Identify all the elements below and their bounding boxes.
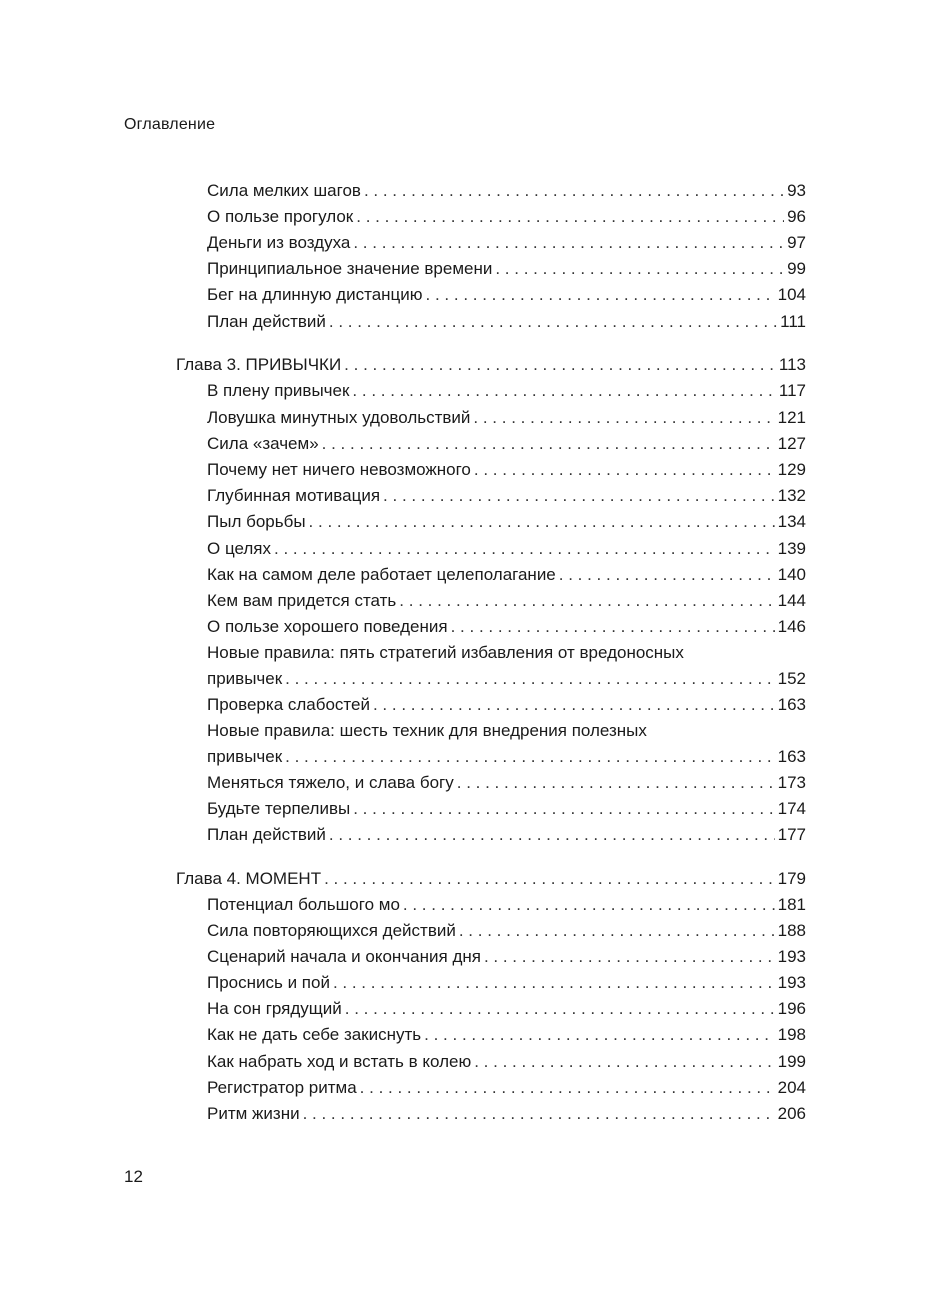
toc-entry-page: 198	[777, 1025, 806, 1044]
toc-entry-title: привычек	[207, 669, 283, 688]
toc-section-entry	[207, 256, 806, 282]
toc-entry-page: 179	[777, 869, 806, 888]
toc-entry-title: Проснись и пой	[207, 973, 330, 992]
toc-entry-line	[207, 509, 806, 535]
toc-entry-line	[207, 970, 806, 996]
toc-entry-page: 188	[777, 921, 806, 940]
toc-section-entry	[207, 640, 806, 692]
dot-leader	[353, 230, 784, 256]
toc-entry-title: Как набрать ход и встать в колею	[207, 1052, 472, 1071]
dot-leader	[353, 796, 774, 822]
toc-section-entry	[207, 614, 806, 640]
dot-leader	[285, 666, 774, 692]
toc-chapter-entry	[176, 866, 806, 892]
toc-entry-title: Почему нет ничего невозможного	[207, 460, 471, 479]
dot-leader	[403, 892, 775, 918]
toc-entry-page: 181	[777, 895, 806, 914]
toc-entry-title: Потенциал большого мо	[207, 895, 400, 914]
toc-section-entry	[207, 918, 806, 944]
toc-entry-page: 174	[777, 799, 806, 818]
toc-entry-line	[207, 562, 806, 588]
toc-entry-line	[207, 536, 806, 562]
toc-section-entry	[207, 509, 806, 535]
toc-entry-line	[207, 1101, 806, 1127]
toc-entry-title: Пыл борьбы	[207, 512, 306, 531]
dot-leader	[356, 204, 784, 230]
toc-section-entry	[207, 718, 806, 770]
toc-entry-page: 146	[777, 617, 806, 636]
toc-section-entry	[207, 944, 806, 970]
toc-entry-line	[207, 204, 806, 230]
toc-entry-line	[176, 866, 806, 892]
toc-entry-title: Регистратор ритма	[207, 1078, 357, 1097]
toc-entry-title: Бег на длинную дистанцию	[207, 285, 423, 304]
toc-entry-line	[207, 822, 806, 848]
toc-entry-page: 111	[780, 312, 806, 331]
toc-entry-line	[207, 744, 806, 770]
dot-leader	[329, 309, 777, 335]
toc-section-entry	[207, 562, 806, 588]
toc-entry-page: 163	[777, 695, 806, 714]
toc-entry-page: 93	[787, 181, 806, 200]
toc-entry-title: О пользе хорошего поведения	[207, 617, 448, 636]
toc-section-entry	[207, 378, 806, 404]
page-number: 12	[124, 1167, 143, 1186]
toc-entry-line	[207, 614, 806, 640]
toc-section-entry	[207, 431, 806, 457]
toc-entry-line	[207, 918, 806, 944]
toc-section-entry	[207, 483, 806, 509]
toc-entry-page: 140	[777, 565, 806, 584]
dot-leader	[322, 431, 775, 457]
toc-entry-line	[207, 770, 806, 796]
toc-entry-page: 132	[777, 486, 806, 505]
toc-entry-page: 121	[777, 408, 806, 427]
dot-leader	[329, 822, 775, 848]
dot-leader	[474, 457, 775, 483]
dot-leader	[333, 970, 775, 996]
toc-entry-page: 204	[777, 1078, 806, 1097]
dot-leader	[309, 509, 775, 535]
toc-section-entry	[207, 1075, 806, 1101]
toc-entry-page: 139	[777, 539, 806, 558]
toc-entry-line	[207, 796, 806, 822]
dot-leader	[324, 866, 775, 892]
toc-entry-page: 152	[777, 669, 806, 688]
toc-entry-page: 199	[777, 1052, 806, 1071]
toc-section-entry	[207, 1049, 806, 1075]
toc-entry-title: Деньги из воздуха	[207, 233, 351, 252]
toc-entry-title-line1: Новые правила: шесть техник для внедрения полезных	[207, 721, 647, 740]
toc-entry-page: 196	[777, 999, 806, 1018]
toc-entry-page: 134	[777, 512, 806, 531]
toc-entry-page: 144	[777, 591, 806, 610]
toc-section-entry	[207, 457, 806, 483]
dot-leader	[373, 692, 775, 718]
toc-entry-title: В плену привычек	[207, 381, 350, 400]
dot-leader	[484, 944, 775, 970]
toc-entry-line	[207, 230, 806, 256]
toc-section-entry	[207, 996, 806, 1022]
toc-entry-title: Проверка слабостей	[207, 695, 370, 714]
toc-section-entry	[207, 588, 806, 614]
toc-entry-line	[176, 352, 806, 378]
dot-leader	[459, 918, 775, 944]
dot-leader	[559, 562, 775, 588]
toc-entry-line	[207, 378, 806, 404]
toc-section-entry	[207, 970, 806, 996]
toc-entry-title: Сила «зачем»	[207, 434, 319, 453]
toc-section-entry	[207, 1101, 806, 1127]
toc-entry-page: 96	[787, 207, 806, 226]
toc-entry-line	[207, 996, 806, 1022]
toc-entry-title: Принципиальное значение времени	[207, 259, 493, 278]
dot-leader	[474, 1049, 774, 1075]
toc-entry-page: 193	[777, 947, 806, 966]
dot-leader	[303, 1101, 775, 1127]
toc-entry-line	[207, 588, 806, 614]
dot-leader	[383, 483, 775, 509]
toc-chapter-entry	[176, 352, 806, 378]
toc-entry-title: Ритм жизни	[207, 1104, 300, 1123]
dot-leader	[285, 744, 774, 770]
toc-entry-title-line1: Новые правила: пять стратегий избавления от вредоносных	[207, 643, 684, 662]
toc-entry-title: Кем вам придется стать	[207, 591, 397, 610]
dot-leader	[364, 178, 784, 204]
toc-entry-page: 177	[777, 825, 806, 844]
dot-leader	[345, 996, 775, 1022]
toc-entry-title: Сила мелких шагов	[207, 181, 361, 200]
toc-entry-line	[207, 256, 806, 282]
toc-entry-line	[207, 1049, 806, 1075]
toc-entry-title: О пользе прогулок	[207, 207, 354, 226]
toc-entry-line	[207, 666, 806, 692]
toc-entry-title: привычек	[207, 747, 283, 766]
toc-entry-line	[207, 282, 806, 308]
toc-entry-page: 117	[778, 381, 806, 400]
toc-entry-line	[207, 431, 806, 457]
toc-section-entry	[207, 178, 806, 204]
toc-entry-line	[207, 944, 806, 970]
toc-entry-title: О целях	[207, 539, 272, 558]
toc-entry-title: Меняться тяжело, и слава богу	[207, 773, 454, 792]
dot-leader	[426, 282, 775, 308]
toc-entry-page: 113	[778, 355, 806, 374]
toc-section-entry	[207, 309, 806, 335]
running-head: Оглавление	[124, 116, 216, 133]
toc-entry-line	[207, 692, 806, 718]
dot-leader	[457, 770, 775, 796]
dot-leader	[344, 352, 776, 378]
toc-section-entry	[207, 536, 806, 562]
toc-entry-line	[207, 178, 806, 204]
toc-section-entry	[207, 204, 806, 230]
toc-section-entry	[207, 405, 806, 431]
toc-entry-page: 99	[787, 259, 806, 278]
toc-entry-line	[207, 483, 806, 509]
toc-entry-title: Ловушка минутных удовольствий	[207, 408, 471, 427]
toc-section-entry	[207, 796, 806, 822]
toc-entry-page: 163	[777, 747, 806, 766]
dot-leader	[360, 1075, 775, 1101]
dot-leader	[424, 1022, 774, 1048]
dot-leader	[451, 614, 775, 640]
toc-entry-title: Сила повторяющихся действий	[207, 921, 456, 940]
toc-entry-page: 104	[777, 285, 806, 304]
toc-section-entry	[207, 692, 806, 718]
toc-entry-page: 173	[777, 773, 806, 792]
toc-entry-title: Будьте терпеливы	[207, 799, 351, 818]
toc-section-entry	[207, 770, 806, 796]
toc-entry-line	[207, 457, 806, 483]
toc-section-entry	[207, 282, 806, 308]
toc-section-entry	[207, 892, 806, 918]
toc-entry-line	[207, 309, 806, 335]
toc-entry-title: План действий	[207, 312, 326, 331]
toc-entry-line	[207, 1022, 806, 1048]
toc-entry-title: Как не дать себе закиснуть	[207, 1025, 422, 1044]
toc-entry-line	[207, 1075, 806, 1101]
toc-section-entry	[207, 822, 806, 848]
toc-entry-page: 206	[777, 1104, 806, 1123]
toc-entry-line	[207, 405, 806, 431]
dot-leader	[495, 256, 784, 282]
dot-leader	[274, 536, 775, 562]
dot-leader	[399, 588, 774, 614]
toc-section-entry	[207, 230, 806, 256]
dot-leader	[352, 378, 775, 404]
toc-entry-page: 127	[777, 434, 806, 453]
toc-entry-page: 193	[777, 973, 806, 992]
toc-entry-line	[207, 892, 806, 918]
toc-entry-title: Как на самом деле работает целеполагание	[207, 565, 556, 584]
toc-entry-title: Сценарий начала и окончания дня	[207, 947, 481, 966]
toc-entry-page: 129	[777, 460, 806, 479]
toc-entry-title: Глава 3. ПРИВЫЧКИ	[176, 355, 342, 374]
toc-entry-title: На сон грядущий	[207, 999, 342, 1018]
toc-entry-title: План действий	[207, 825, 326, 844]
toc-entry-title: Глубинная мотивация	[207, 486, 381, 505]
dot-leader	[473, 405, 774, 431]
toc-entry-title: Глава 4. МОМЕНТ	[176, 869, 322, 888]
toc-section-entry	[207, 1022, 806, 1048]
toc-entry-page: 97	[787, 233, 806, 252]
